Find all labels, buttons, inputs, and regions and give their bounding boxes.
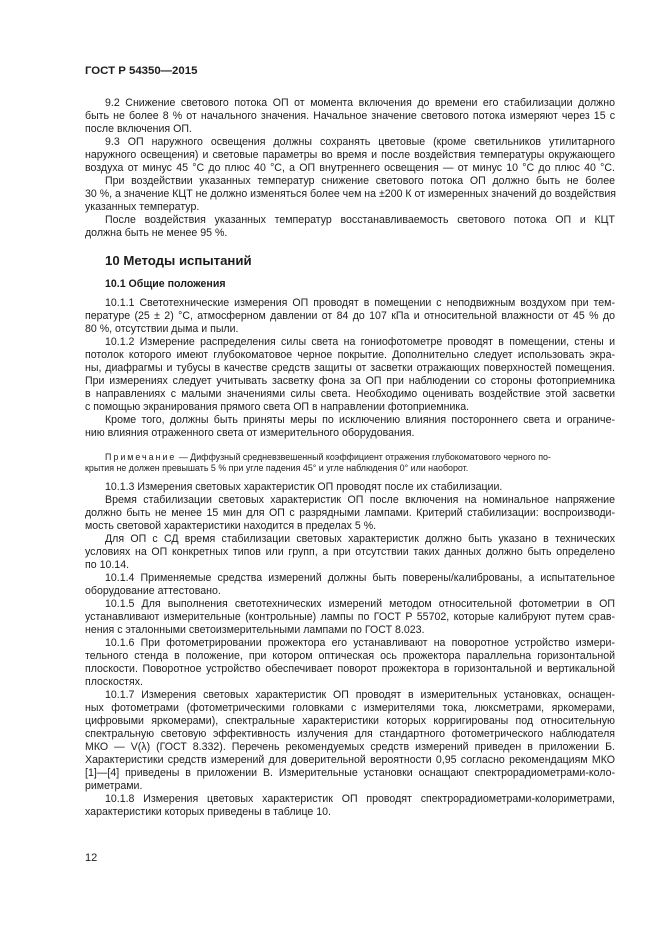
paragraph-line: устанавливают измерительные (контрольные) лампы по ГОСТ Р 55702, которые калибруют путем срав-: [85, 611, 615, 623]
paragraph-line: 9.2 Снижение светового потока ОП от момента включения до времени его стабилизации должно: [105, 97, 615, 109]
paragraph-line: характеристики которых приведены в таблице 10.: [85, 806, 331, 818]
paragraph-line: ных фотометрами (фотометрическими головками с измерителями тока, люксметрами, яркомерами,: [85, 702, 615, 714]
paragraph-line: риметрами.: [85, 780, 143, 792]
paragraph-line: нения с эталонными светоизмерительными лампами по ГОСТ 8.023.: [85, 624, 425, 636]
note-line: крытия не должен превышать 5 % при угле падения 45° и угле наблюдения 0° или наоборот.: [85, 463, 469, 473]
paragraph-line: 10.1.3 Измерения световых характеристик ОП проводят после их стабилизации.: [105, 481, 503, 493]
paragraph-line: Для ОП с СД время стабилизации световых характеристик должно быть указано в технических: [105, 533, 615, 545]
note-label: Примечание: [105, 452, 177, 462]
paragraph-line: Характеристики средств измерений для доверительной вероятности 0,95 согласно рекомендациям МКО: [85, 754, 615, 766]
paragraph-line: воздуха от минус 45 °С до плюс 40 °С, а ОП внутреннего освещения — от минус 10 °С до плюс 40 °С.: [85, 162, 615, 174]
paragraph-line: нию влияния отраженного света от измерительного оборудования.: [85, 427, 415, 439]
paragraph-line: после включения ОП.: [85, 123, 192, 135]
paragraph-line: МКО — V(λ) (ГОСТ 8.332). Перечень рекомендуемых средств измерений приведен в приложении Б.: [85, 741, 615, 753]
paragraph-line: 30 %, а значение КЦТ не должно изменяться более чем на ±200 К от измеренных значений до воздействия: [85, 188, 617, 200]
paragraph-line: должно быть не менее 15 мин для ОП с разрядными лампами. Критерий стабилизации: воспроизводи-: [85, 507, 615, 519]
paragraph-line: 10.1.4 Применяемые средства измерений должны быть поверены/калиброваны, а испытательное: [105, 572, 615, 584]
paragraph-line: 10.1.8 Измерения цветовых характеристик ОП проводят спектрорадиометрами-колориметрами,: [105, 793, 615, 805]
paragraph-line: 10.1.1 Светотехнические измерения ОП проводят в помещении с неподвижным воздухом при тем-: [105, 297, 615, 309]
paragraph-line: 10.1.2 Измерение распределения силы света на гониофотометре проводят в помещении, стены и: [105, 336, 615, 348]
paragraph-line: мость световой характеристики находится в пределах 5 %.: [85, 520, 377, 532]
page-number: 12: [85, 852, 98, 864]
paragraph-line: плоскости. Поворотное устройство обеспечивает поворот прожектора в горизонтальной и вертикальной: [85, 663, 615, 675]
paragraph-line: При измерениях следует учитывать засветку фона за ОП при наблюдении со стороны фотоприемника: [85, 375, 615, 387]
paragraph-line: При воздействии указанных температур снижение светового потока ОП должно быть не более: [105, 175, 615, 187]
paragraph-line: 10.1.6 При фотометрировании прожектора его устанавливают на поворотное устройство измери-: [105, 637, 615, 649]
paragraph-line: с помощью экранирования прямого света ОП в направлении фотоприемника.: [85, 401, 470, 413]
paragraph-line: Кроме того, должны быть приняты меры по исключению влияния постороннего света и ограниче-: [105, 414, 615, 426]
paragraph-line: 10.1.5 Для выполнения светотехнических измерений методом относительной фотометрии в ОП: [105, 598, 615, 610]
paragraph-line: потолок которого имеют глубокоматовое черное покрытие. Дополнительно следует использовать экра-: [85, 349, 615, 361]
section-heading: 10 Методы испытаний: [105, 253, 252, 268]
document-header: ГОСТ Р 54350—2015: [85, 65, 198, 77]
paragraph-line: условиях на ОП конкретных типов или групп, а при отсутствии таких данных должно быть определено: [85, 546, 615, 558]
paragraph-line: спектральную световую эффективность излучения для стандартного фотометрического наблюдателя: [85, 728, 615, 740]
paragraph-line: указанных температур.: [85, 201, 200, 213]
paragraph-line: быть не более 8 % от начального значения. Начальное значение светового потока измеряют через 15 с: [85, 110, 615, 122]
paragraph-line: 10.1.7 Измерения световых характеристик ОП проводят в измерительных установках, оснащен-: [105, 689, 615, 701]
paragraph-line: [1]—[4] приведены в приложении В. Измерительные установки оснащают спектрорадиометрами-коло-: [85, 767, 615, 779]
paragraph-line: После воздействия указанных температур восстанавливаемость светового потока ОП и КЦТ: [105, 214, 615, 226]
paragraph-line: наружного освещения) и световые параметры во время и после воздействия температуры окружающего: [85, 149, 615, 161]
note-line: Примечание — Диффузный средневзвешенный коэффициент отражения глубокоматового черного по-: [105, 452, 551, 462]
paragraph-line: ны, диафрагмы и тубусы в качестве средств защиты от засветки отражающих поверхностей помещения.: [85, 362, 615, 374]
paragraph-line: тельного стенда в положение, при котором оптическая ось прожектора параллельна горизонтальной: [85, 650, 615, 662]
subsection-heading: 10.1 Общие положения: [105, 278, 226, 290]
paragraph-line: должна быть не менее 95 %.: [85, 227, 228, 239]
paragraph-line: 80 %, отсутствии дыма и пыли.: [85, 323, 239, 335]
paragraph-line: оборудование аттестовано.: [85, 585, 221, 597]
paragraph-line: пературе (25 ± 2) °С, атмосферном давлении от 84 до 107 кПа и относительной влажности от 45 % до: [85, 310, 615, 322]
paragraph-line: Время стабилизации световых характеристик ОП после включения на номинальное напряжение: [105, 494, 615, 506]
paragraph-line: по 10.14.: [85, 559, 130, 571]
paragraph-line: в направлениях с малыми значениями силы света. Необходимо оценивать воздействие этой засветки: [85, 388, 615, 400]
paragraph-line: цифровыми яркомерами), спектральные характеристики которых корригированы под относительную: [85, 715, 615, 727]
paragraph-line: 9.3 ОП наружного освещения должны сохранять цветовые (кроме светильников утилитарного: [105, 136, 615, 148]
paragraph-line: плоскостях.: [85, 676, 143, 688]
